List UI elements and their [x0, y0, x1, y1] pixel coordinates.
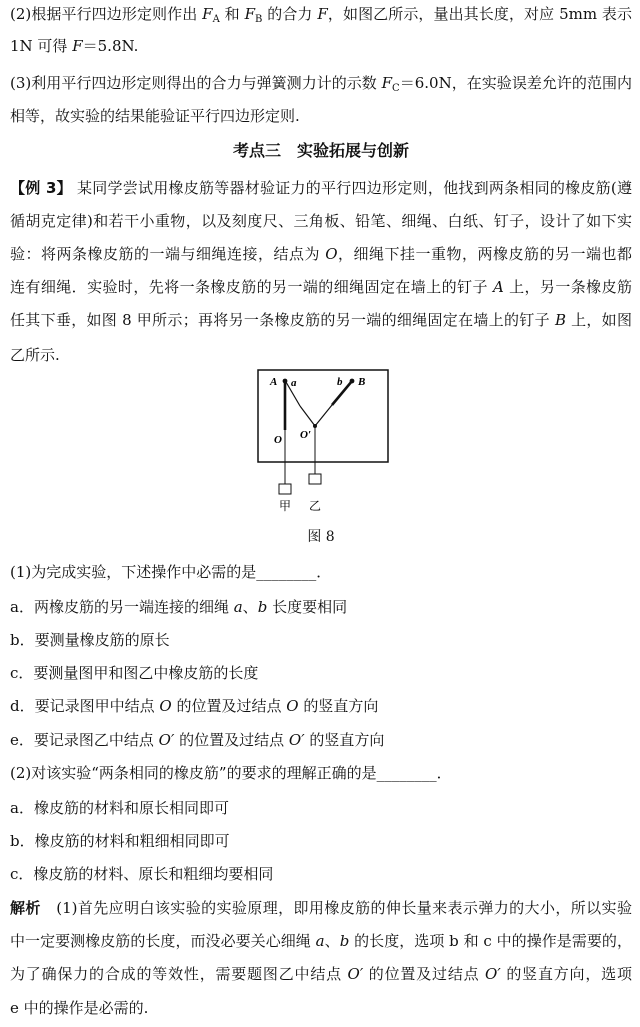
example-line6: 乙所示.: [10, 346, 60, 364]
q2-option-a: a．橡皮筋的材料和原长相同即可: [10, 799, 229, 817]
example-line4: 连有细绳．实验时，先将一条橡皮筋的另一端的细绳固定在墙上的钉子 A 上，另一条橡皮筋: [10, 278, 632, 296]
example-line3: 验：将两条橡皮筋的一端与细绳连接，结点为 O，细绳下挂一重物，两橡皮筋的另一端也都: [10, 245, 632, 263]
section-title: 考点三 实验拓展与创新: [232, 141, 409, 160]
analysis-line4: e 中的操作是必需的.: [10, 999, 149, 1017]
example-line1: 【例 3】 某同学尝试用橡皮筋等器材验证力的平行四边形定则，他找到两条相同的橡皮筋(遵: [10, 179, 632, 197]
example-tag: 【例 3】: [10, 179, 72, 197]
q1-stem: (1)为完成实验，下述操作中必需的是________．: [10, 563, 332, 581]
analysis-line3: 为了确保力的合成的等效性，需要题图乙中结点 O′ 的位置及过结点 O′ 的竖直方向，选项: [10, 965, 632, 983]
string-yi-b: [315, 405, 332, 426]
q1-option-b: b．要测量橡皮筋的原长: [10, 631, 170, 649]
q2-option-c: c．橡皮筋的材料、原长和粗细均要相同: [10, 865, 274, 883]
figure-caption: 图 8: [307, 529, 335, 545]
para2-line1: (2)根据平行四边形定则作出 $F_A$ 和 $F_B$ 的合力 F，如图乙所示，量出其长度，对应 5mm 表示: [10, 5, 632, 25]
analysis-tag: 解析: [10, 899, 41, 917]
para3-line2: 相等，故实验的结果能验证平行四边形定则.: [10, 107, 300, 125]
q2-option-b: b．橡皮筋的材料和粗细相同即可: [10, 832, 230, 850]
analysis-line1: 解析 (1)首先应明白该实验的实验原理，即用橡皮筋的伸长量来表示弹力的大小，所以实验: [10, 899, 632, 917]
q1-option-c: c．要测量图甲和图乙中橡皮筋的长度: [10, 664, 259, 682]
para2-line2: 1N 可得 F＝5.8N.: [10, 37, 139, 55]
label-O-prime: O′: [300, 429, 312, 441]
weight-yi: [309, 474, 321, 484]
label-A: A: [270, 376, 278, 388]
example-line5: 任其下垂，如图 8 甲所示；再将另一条橡皮筋的另一端的细绳固定在墙上的钉子 B 上，如图: [10, 311, 632, 329]
weight-jia: [279, 484, 291, 494]
label-B: B: [358, 376, 366, 388]
label-O: O: [274, 434, 282, 446]
analysis-line2: 中一定要测橡皮筋的长度，而没必要关心细绳 a、b 的长度，选项 b 和 c 中的操作是需要的，: [10, 932, 632, 950]
example-line2: 循胡克定律)和若干小重物，以及刻度尺、三角板、铅笔、细绳、白纸、钉子，设计了如下实: [10, 212, 632, 230]
q2-stem: (2)对该实验“两条相同的橡皮筋”的要求的理解正确的是________．: [10, 764, 452, 782]
label-a: a: [291, 377, 297, 389]
q1-option-e: e．要记录图乙中结点 O′ 的位置及过结点 O′ 的竖直方向: [10, 731, 385, 749]
q1-option-d: d．要记录图甲中结点 O 的位置及过结点 O 的竖直方向: [10, 697, 379, 715]
label-b: b: [337, 376, 343, 388]
label-yi: 乙: [309, 499, 322, 513]
string-yi-a: [300, 406, 315, 426]
q1-option-a: a．两橡皮筋的另一端连接的细绳 a、b 长度要相同: [10, 598, 348, 616]
para3-line1: (3)利用平行四边形定则得出的合力与弹簧测力计的示数 $F_C=6.0N$，在实验误差允许的范围内: [10, 74, 632, 94]
label-jia: 甲: [279, 499, 292, 513]
